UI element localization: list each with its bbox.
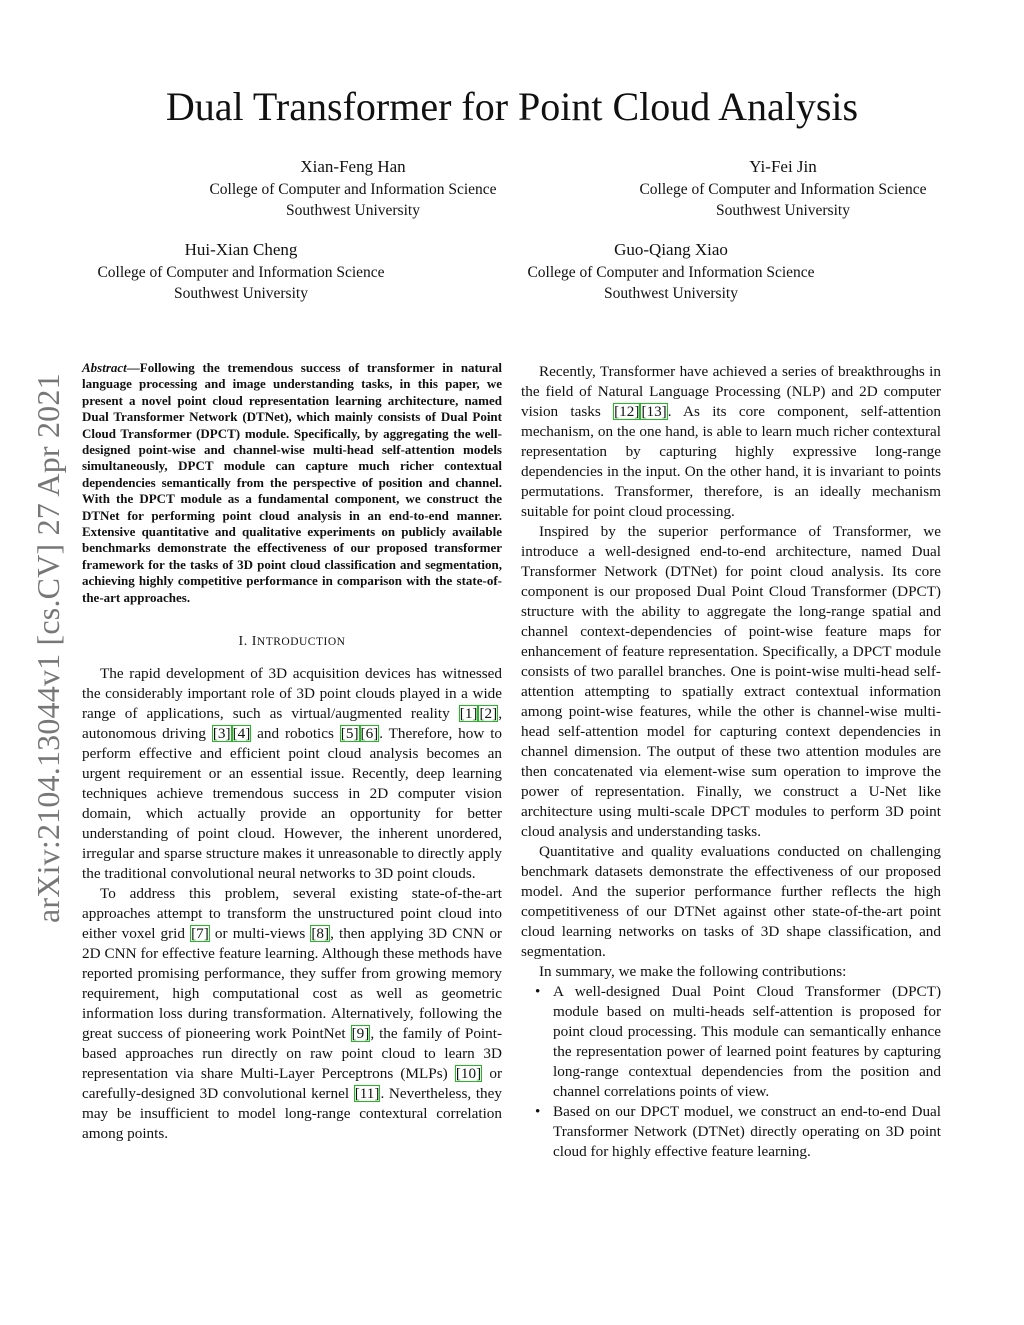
citation-link[interactable]: [11] (354, 1085, 380, 1103)
author-university: Southwest University (286, 202, 420, 219)
citation-link[interactable]: [2] (479, 705, 498, 723)
body-paragraph: In summary, we make the following contributions: (539, 963, 847, 980)
citation-link[interactable]: [1] (459, 705, 478, 723)
list-item: • A well-designed Dual Point Cloud Transformer (DPCT) module based on multi-heads self-attention is proposed for point cloud processing. This module can semantically enhance the representation power of learned point features by capturing long-range contextual dependencies from the position and channel correlations points of view. (521, 982, 941, 1102)
author-affiliation: College of Computer and Information Science (639, 181, 927, 198)
citation-link[interactable]: [10] (455, 1065, 482, 1083)
author-name: Xian-Feng Han (300, 157, 406, 176)
section-heading-introduction: I. INTRODUCTION (238, 634, 346, 650)
abstract (82, 360, 502, 606)
author-affiliation: College of Computer and Information Science (209, 181, 497, 198)
body-paragraph: Recently, Transformer have achieved a series of breakthroughs in the field of Natural Language Processing (NLP) and 2D computer vision tasks [12] [13]. As its core component, self-attention mechanism, on the one hand, is able to learn much richer contextural representation by capturing highly expressive long-range dependencies in the input. On the other hand, it is invariant to points permutations. Transformer, therefore, is an ideally mechanism suitable for point cloud processing. (521, 363, 941, 520)
author-university: Southwest University (604, 285, 738, 302)
author-affiliation: College of Computer and Information Science (527, 264, 815, 281)
intro-paragraph: The rapid development of 3D acquisition devices has witnessed the considerably important role of 3D point clouds played in a wide range of applications, such as virtual/augmented reality [1] [2], autonomous driving [3] [4] and robotics [5] [6]. Therefore, how to perform effective and efficient point cloud analysis becomes an urgent requirement or an essential issue. Recently, deep learning techniques achieve tremendous success in 2D computer vision domain, which actually provide an opportunity for better understanding of point cloud. However, the inherent unordered, irregular and sparse structure makes it unreasonable to directly apply the traditional convolutional neural networks to 3D point clouds. (82, 665, 503, 883)
author-affiliation: College of Computer and Information Science (97, 264, 385, 281)
body-paragraph: Inspired by the superior performance of Transformer, we introduce a well-designed end-to-end architecture, named Dual Transformer Network (DTNet) for point cloud analysis. Its core component is our proposed Dual Point Cloud Transformer (DPCT) structure with the ability to aggregate the long-range spatial and channel context-dependencies of point-wise feature maps for enhancement of feature representation. Specifically, a DPCT module consists of two parallel branches. One is point-wise multi-head self-attention attempting to spatially extract contextual information among point-wise features, while the other is channel-wise multi-head self-attention model for capturing context dependencies in channel dimension. The output of these two attention modules are then concatenated via element-wise sum operation to improve the power of representation. Finally, we construct a U-Net like architecture using multi-scale DPCT modules to perform 3D point cloud analysis and understanding tasks. (521, 523, 941, 840)
citation-link[interactable]: [8] (311, 925, 330, 943)
list-item: • Based on our DPCT moduel, we construct an end-to-end Dual Transformer Network (DTNet) directly operating on 3D point cloud for highly effective feature learning. (521, 1102, 941, 1162)
citation-link[interactable]: [4] (232, 725, 251, 743)
author-block (622, 156, 944, 221)
citation-link[interactable]: [12] (614, 403, 640, 420)
author-university: Southwest University (716, 202, 850, 219)
author-university: Southwest University (174, 285, 308, 302)
arxiv-identifier-stamp: arXiv:2104.13044v1 [cs.CV] 27 Apr 2021 (30, 373, 66, 923)
citation-link[interactable]: [7] (191, 925, 209, 943)
author-block (80, 239, 402, 304)
author-name: Guo-Qiang Xiao (614, 240, 728, 259)
author-name: Hui-Xian Cheng (184, 240, 298, 259)
abstract-text: —Following the tremendous success of transformer in natural language processing and image understanding tasks, in this paper, we present a novel point cloud representation learning architecture, named Dual Transformer Network (DTNet), which mainly consists of Dual Point Cloud Transformer (DPCT) module. Specifically, by aggregating the well-designed point-wise and channel-wise multi-head self-attention models simultaneously, DPCT module can capture much richer contextual dependencies semantically from the perspective of position and channel. With the DPCT module as a fundamental component, we construct the DTNet for performing point cloud analysis in an end-to-end manner. Extensive quantitative and qualitative experiments on publicly available benchmarks demonstrate the effectiveness of our proposed transformer framework for the tasks of 3D point cloud classification and segmentation, achieving highly competitive performance in comparison with the state-of-the-art approaches. (82, 360, 502, 605)
left-column (82, 360, 502, 1144)
citation-link[interactable]: [9] (351, 1025, 370, 1043)
paper-title: Dual Transformer for Point Cloud Analysis (165, 84, 859, 129)
right-column (521, 362, 941, 1162)
intro-paragraph: To address this problem, several existing state-of-the-art approaches attempt to transform the unstructured point cloud into either voxel grid [7] or multi-views [8], then applying 3D CNN or 2D CNN for effective feature learning. Although these methods have reported promising performance, they suffer from growing memory requirement, high computational cost as well as geometric information loss during transformation. Alternatively, following the great success of pioneering work PointNet [9], the family of Point-based approaches run directly on raw point cloud to learn 3D representation via share Multi-Layer Perceptrons (MLPs) [10] or carefully-designed 3D convolutional kernel [11]. Nevertheless, they may be insufficient to model long-range contextural correlation among points. (82, 885, 503, 1143)
author-name: Yi-Fei Jin (749, 157, 817, 176)
citation-link[interactable]: [3] (212, 725, 231, 743)
citation-link[interactable]: [13] (641, 403, 667, 420)
contributions-list (521, 982, 941, 1162)
citation-link[interactable]: [6] (360, 725, 379, 743)
citation-link[interactable]: [5] (340, 725, 359, 743)
author-block (510, 239, 832, 304)
body-paragraph: Quantitative and quality evaluations conducted on challenging benchmark datasets demonstrate the effectiveness of our proposed model. And the superior performance further reflects the high competitiveness of our DTNet against other state-of-the-art point cloud learning networks on tasks of 3D shape classification, and segmentation. (521, 843, 941, 960)
abstract-label: Abstract (82, 360, 127, 375)
author-block (192, 156, 514, 221)
